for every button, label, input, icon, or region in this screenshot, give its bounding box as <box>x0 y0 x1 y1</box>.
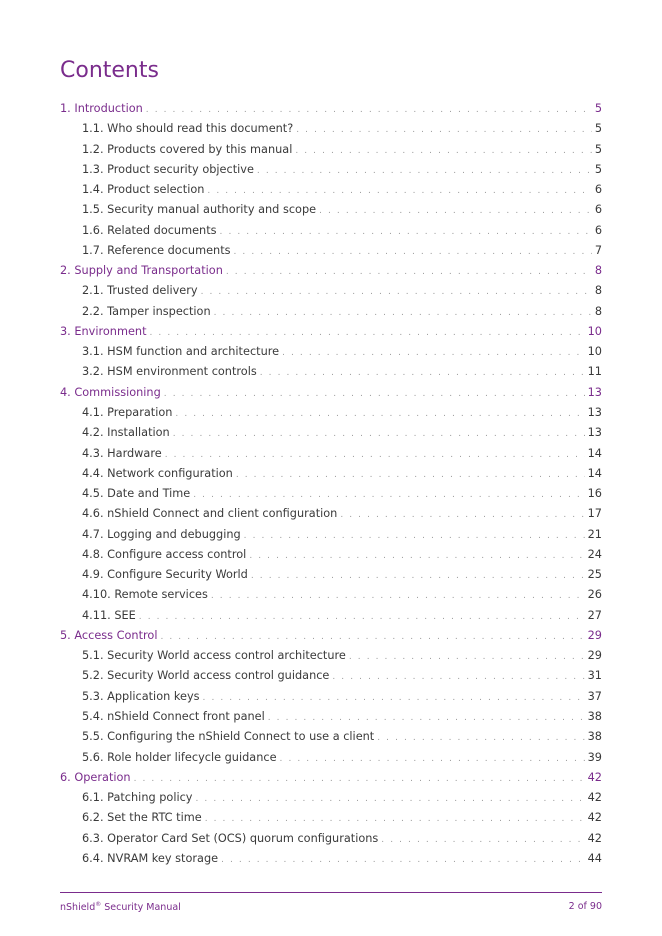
toc-section-entry[interactable] <box>60 160 602 180</box>
toc-section-entry[interactable] <box>60 748 602 768</box>
toc-dot-leader <box>150 323 585 343</box>
toc-section-entry[interactable] <box>60 687 602 707</box>
footer-page-number: 2 of 90 <box>568 901 602 912</box>
toc-dot-leader <box>226 262 592 282</box>
toc-dot-leader <box>175 404 584 424</box>
toc-entry-page: 8 <box>594 304 602 318</box>
toc-entry-page: 8 <box>594 284 602 298</box>
toc-entry-page: 42 <box>587 811 602 825</box>
toc-entry-page: 42 <box>587 770 602 784</box>
toc-entry-label: 3.1. HSM function and architecture <box>82 345 280 359</box>
toc-dot-leader <box>193 485 584 505</box>
toc-entry-page: 24 <box>587 547 602 561</box>
toc-entry-label: 5.1. Security World access control architecture <box>82 649 346 663</box>
toc-section-entry[interactable] <box>60 585 602 605</box>
toc-dot-leader <box>349 647 585 667</box>
toc-dot-leader <box>201 282 592 302</box>
toc-dot-leader <box>211 586 585 606</box>
toc-section-entry[interactable] <box>60 484 602 504</box>
toc-dot-leader <box>381 830 584 850</box>
toc-dot-leader <box>319 201 592 221</box>
toc-dot-leader <box>165 445 585 465</box>
toc-section-entry[interactable] <box>60 808 602 828</box>
toc-entry-page: 6 <box>594 183 602 197</box>
toc-entry-label: 4.4. Network configuration <box>82 466 233 480</box>
toc-section-entry[interactable] <box>60 829 602 849</box>
toc-dot-leader <box>205 809 585 829</box>
toc-entry-label: 3. Environment <box>60 324 147 338</box>
toc-section-entry[interactable] <box>60 342 602 362</box>
toc-entry-page: 5 <box>594 142 602 156</box>
toc-entry-label: 5.2. Security World access control guidance <box>82 669 330 683</box>
toc-entry-page: 42 <box>587 831 602 845</box>
toc-section-entry[interactable] <box>60 403 602 423</box>
toc-section-entry[interactable] <box>60 140 602 160</box>
toc-entry-label: 4.3. Hardware <box>82 446 162 460</box>
toc-entry-label: 5.4. nShield Connect front panel <box>82 709 265 723</box>
toc-dot-leader <box>214 303 592 323</box>
toc-section-entry[interactable] <box>60 444 602 464</box>
toc-entry-label: 6.3. Operator Card Set (OCS) quorum configurations <box>82 831 379 845</box>
toc-section-entry[interactable] <box>60 504 602 524</box>
toc-entry-page: 5 <box>594 162 602 176</box>
toc-entry-label: 4.9. Configure Security World <box>82 568 248 582</box>
toc-entry-label: 6. Operation <box>60 770 131 784</box>
toc-entry-page: 37 <box>587 689 602 703</box>
toc-dot-leader <box>280 749 585 769</box>
toc-section-entry[interactable] <box>60 281 602 301</box>
toc-entry-page: 31 <box>587 669 602 683</box>
toc-entry-page: 14 <box>587 466 602 480</box>
toc-entry-page: 26 <box>587 588 602 602</box>
footer-document-title <box>60 901 181 913</box>
toc-entry-page: 38 <box>587 709 602 723</box>
toc-entry-page: 13 <box>587 385 602 399</box>
toc-entry-label: 1.5. Security manual authority and scope <box>82 203 317 217</box>
toc-section-entry[interactable] <box>60 727 602 747</box>
toc-dot-leader <box>257 161 592 181</box>
toc-entry-page: 7 <box>594 243 602 257</box>
toc-entry-page: 13 <box>587 405 602 419</box>
toc-entry-label: 4. Commissioning <box>60 385 161 399</box>
toc-chapter-entry[interactable] <box>60 322 602 342</box>
toc-entry-label: 2.2. Tamper inspection <box>82 304 211 318</box>
toc-entry-page: 11 <box>587 365 602 379</box>
toc-entry-page: 25 <box>587 568 602 582</box>
toc-entry-label: 5. Access Control <box>60 628 158 642</box>
page-title: Contents <box>60 58 159 83</box>
toc-chapter-entry[interactable] <box>60 99 602 119</box>
toc-entry-page: 29 <box>587 628 602 642</box>
toc-entry-label: 4.8. Configure access control <box>82 547 247 561</box>
toc-dot-leader <box>251 566 585 586</box>
toc-dot-leader <box>295 141 591 161</box>
toc-section-entry[interactable] <box>60 302 602 322</box>
toc-dot-leader <box>377 728 584 748</box>
toc-entry-label: 5.5. Configuring the nShield Connect to use a client <box>82 730 375 744</box>
toc-entry-label: 5.6. Role holder lifecycle guidance <box>82 750 277 764</box>
toc-entry-page: 10 <box>587 345 602 359</box>
toc-entry-page: 5 <box>594 122 602 136</box>
toc-entry-label: 6.2. Set the RTC time <box>82 811 202 825</box>
footer-brand-mark: ® <box>95 901 102 908</box>
toc-dot-leader <box>221 850 585 870</box>
toc-entry-label: 5.3. Application keys <box>82 689 200 703</box>
toc-entry-page: 6 <box>594 203 602 217</box>
toc-entry-label: 1.7. Reference documents <box>82 243 231 257</box>
toc-entry-label: 1.2. Products covered by this manual <box>82 142 293 156</box>
footer-divider <box>60 892 602 893</box>
toc-entry-label: 4.2. Installation <box>82 426 170 440</box>
toc-section-entry[interactable] <box>60 362 602 382</box>
toc-entry-page: 16 <box>587 487 602 501</box>
toc-entry-page: 17 <box>587 507 602 521</box>
toc-entry-label: 3.2. HSM environment controls <box>82 365 257 379</box>
toc-entry-label: 1.4. Product selection <box>82 183 205 197</box>
toc-entry-page: 14 <box>587 446 602 460</box>
toc-section-entry[interactable] <box>60 788 602 808</box>
toc-section-entry[interactable] <box>60 119 602 139</box>
toc-dot-leader <box>249 546 584 566</box>
toc-dot-leader <box>296 120 592 140</box>
toc-section-entry[interactable] <box>60 545 602 565</box>
toc-dot-leader <box>160 627 584 647</box>
toc-entry-page: 10 <box>587 324 602 338</box>
toc-entry-page: 44 <box>587 851 602 865</box>
toc-section-entry[interactable] <box>60 200 602 220</box>
toc-entry-label: 2.1. Trusted delivery <box>82 284 198 298</box>
toc-dot-leader <box>146 100 592 120</box>
toc-section-entry[interactable] <box>60 849 602 869</box>
toc-entry-label: 2. Supply and Transportation <box>60 264 223 278</box>
toc-section-entry[interactable] <box>60 241 602 261</box>
toc-dot-leader <box>332 667 584 687</box>
toc-dot-leader <box>236 465 585 485</box>
toc-dot-leader <box>139 607 585 627</box>
toc-entry-page: 29 <box>587 649 602 663</box>
toc-entry-label: 1.3. Product security objective <box>82 162 254 176</box>
toc-entry-label: 4.5. Date and Time <box>82 487 191 501</box>
toc-entry-label: 4.1. Preparation <box>82 405 173 419</box>
toc-dot-leader <box>196 789 585 809</box>
toc-dot-leader <box>282 343 585 363</box>
toc-dot-leader <box>173 424 585 444</box>
toc-dot-leader <box>203 688 585 708</box>
toc-dot-leader <box>164 384 585 404</box>
toc-entry-label: 4.7. Logging and debugging <box>82 527 241 541</box>
toc-chapter-entry[interactable] <box>60 626 602 646</box>
toc-section-entry[interactable] <box>60 180 602 200</box>
toc-dot-leader <box>134 769 585 789</box>
toc-section-entry[interactable] <box>60 707 602 727</box>
toc-dot-leader <box>207 181 591 201</box>
toc-entry-page: 8 <box>594 264 602 278</box>
toc-section-entry[interactable] <box>60 221 602 241</box>
toc-entry-label: 6.4. NVRAM key storage <box>82 851 219 865</box>
footer-brand: nShield <box>60 902 96 914</box>
toc-entry-page: 5 <box>594 102 602 115</box>
toc-entry-page: 38 <box>587 730 602 744</box>
toc-entry-label: 1. Introduction <box>60 102 143 115</box>
toc-entry-page: 21 <box>587 527 602 541</box>
toc-entry-label: 4.11. SEE <box>82 608 136 622</box>
table-of-contents <box>60 99 602 869</box>
toc-dot-leader <box>340 505 584 525</box>
footer-title-text: Security Manual <box>101 902 181 914</box>
toc-entry-label: 1.6. Related documents <box>82 223 217 237</box>
toc-chapter-entry[interactable] <box>60 261 602 281</box>
toc-entry-page: 27 <box>587 608 602 622</box>
toc-section-entry[interactable] <box>60 666 602 686</box>
toc-entry-label: 6.1. Patching policy <box>82 791 193 805</box>
toc-chapter-entry[interactable] <box>60 768 602 788</box>
toc-entry-page: 6 <box>594 223 602 237</box>
toc-dot-leader <box>244 526 585 546</box>
toc-section-entry[interactable] <box>60 423 602 443</box>
toc-section-entry[interactable] <box>60 646 602 666</box>
toc-entry-page: 42 <box>587 791 602 805</box>
toc-section-entry[interactable] <box>60 525 602 545</box>
toc-dot-leader <box>268 708 585 728</box>
toc-entry-page: 13 <box>587 426 602 440</box>
toc-entry-label: 1.1. Who should read this document? <box>82 122 294 136</box>
toc-dot-leader <box>234 242 592 262</box>
toc-entry-label: 4.10. Remote services <box>82 588 208 602</box>
toc-entry-page: 39 <box>587 750 602 764</box>
toc-dot-leader <box>260 363 585 383</box>
toc-section-entry[interactable] <box>60 565 602 585</box>
toc-chapter-entry[interactable] <box>60 383 602 403</box>
toc-dot-leader <box>220 222 592 242</box>
toc-section-entry[interactable] <box>60 464 602 484</box>
toc-entry-label: 4.6. nShield Connect and client configuration <box>82 507 338 521</box>
toc-section-entry[interactable] <box>60 606 602 626</box>
